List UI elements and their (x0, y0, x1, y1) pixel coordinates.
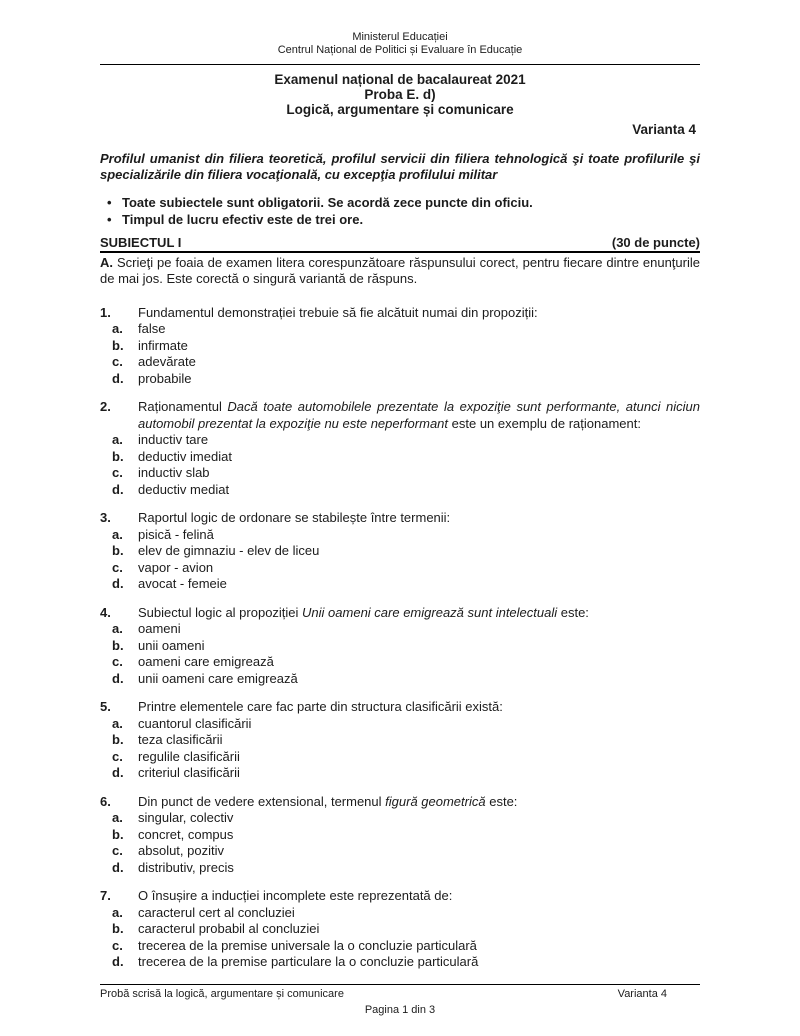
questions (100, 305, 700, 971)
option-text: adevărate (138, 354, 196, 369)
option-letter: c. (112, 843, 123, 858)
bullet-icon: • (107, 211, 112, 227)
variant-label: Varianta 4 (632, 122, 696, 137)
exam-title-block (100, 72, 700, 117)
exam-title: Examenul național de bacalaureat 2021 (274, 72, 526, 87)
option-text: inductiv slab (138, 465, 210, 480)
options (100, 432, 700, 498)
option-text: unii oameni care emigrează (138, 670, 298, 686)
option (100, 621, 700, 638)
section-a-text: Scrieţi pe foaia de examen litera corespunzătoare răspunsului corect, pentru fiecare dintre enunţurile de mai jos. Este corectă o singură variantă de răspuns. (100, 254, 700, 286)
option (100, 432, 700, 449)
option-text: elev de gimnaziu - elev de liceu (138, 543, 320, 558)
option-letter: b. (112, 921, 124, 936)
option (100, 671, 700, 688)
question-text-plain: O însușire a inducției incomplete este reprezentată de: (138, 888, 453, 903)
option-text: deductiv mediat (138, 481, 230, 497)
option (100, 810, 700, 827)
question-head (100, 605, 700, 622)
question-text (138, 305, 700, 322)
option (100, 749, 700, 766)
list-item (100, 211, 700, 228)
question-text-plain: Raportul logic de ordonare se stabilește între termenii: (138, 510, 451, 525)
subject-heading (100, 235, 700, 253)
instruction-text: Timpul de lucru efectiv este de trei ore. (122, 211, 364, 227)
footer-row (100, 984, 700, 1001)
option (100, 338, 700, 355)
option-letter: a. (112, 432, 123, 447)
option-text: singular, colectiv (138, 810, 234, 825)
options (100, 716, 700, 782)
option (100, 827, 700, 844)
option (100, 638, 700, 655)
profile-note: Profilul umanist din filiera teoretică, profilul servicii din filiera tehnologică şi toate profilurile şi specializările din filiera vocaţională, cu excepţia profilului militar (100, 150, 700, 182)
option-letter: b. (112, 826, 124, 842)
option-letter: b. (112, 732, 124, 747)
question-text-plain: Subiectul logic al propoziției (138, 604, 303, 620)
question-head (100, 699, 700, 716)
option-text: trecerea de la premise universale la o concluzie particulară (138, 937, 477, 953)
option (100, 543, 700, 560)
question-text-plain: Printre elementele care fac parte din structura clasificării există: (138, 699, 503, 714)
exam-proba: Proba E. d) (364, 87, 436, 102)
question-text (138, 699, 700, 716)
option-text: distributiv, precis (138, 859, 234, 875)
bullet-icon: • (107, 194, 112, 210)
question-text-italic: figură geometrică (385, 793, 486, 809)
option-letter: d. (112, 481, 124, 497)
option-letter: d. (112, 576, 124, 591)
question-number: 1. (100, 304, 111, 320)
option (100, 716, 700, 733)
question-head (100, 888, 700, 905)
question (100, 399, 700, 498)
question (100, 605, 700, 688)
ministry-name: Ministerul Educației (352, 31, 448, 43)
option (100, 482, 700, 499)
question-text-plain: Din punct de vedere extensional, termenul (138, 793, 386, 809)
question-number: 6. (100, 793, 111, 809)
document-content (100, 0, 700, 971)
option (100, 576, 700, 593)
question (100, 510, 700, 593)
option-letter: c. (112, 559, 123, 575)
option-text: cuantorul clasificării (138, 715, 252, 731)
question-text (138, 510, 700, 527)
question-text-plain: Fundamentul demonstrației trebuie să fie alcătuit numai din propoziții: (138, 304, 538, 320)
option-letter: a. (112, 810, 123, 825)
option-letter: b. (112, 337, 124, 353)
option-text: unii oameni (138, 637, 205, 653)
question-text-plain: este: (485, 793, 518, 809)
option-letter: a. (112, 526, 123, 542)
question-text-plain: este: (557, 604, 589, 620)
option-letter: a. (112, 621, 123, 636)
option-letter: d. (112, 954, 124, 969)
option-letter: a. (112, 904, 123, 920)
option (100, 654, 700, 671)
option-text: criteriul clasificării (138, 765, 240, 780)
option (100, 765, 700, 782)
question (100, 794, 700, 877)
option (100, 371, 700, 388)
question-text (138, 605, 700, 622)
question (100, 305, 700, 388)
question (100, 888, 700, 971)
option-text: pisică - felină (138, 526, 214, 542)
option-letter: b. (112, 543, 124, 558)
option-letter: a. (112, 321, 123, 336)
question-text-italic: Unii oameni care emigrează sunt intelectuali (302, 604, 558, 620)
question-number: 7. (100, 888, 111, 903)
options (100, 621, 700, 687)
instruction-text: Toate subiectele sunt obligatorii. Se acordă zece puncte din oficiu. (122, 194, 533, 210)
option-letter: c. (112, 654, 123, 669)
option-text: oameni care emigrează (138, 654, 274, 669)
list-item (100, 194, 700, 211)
subject-points: (30 de puncte) (611, 234, 700, 250)
option-letter: d. (112, 370, 124, 386)
option (100, 921, 700, 938)
option-letter: a. (112, 715, 123, 731)
option (100, 449, 700, 466)
question-text (138, 888, 700, 905)
option-text: avocat - femeie (138, 576, 227, 591)
center-name: Centrul Național de Politici și Evaluare în Educație (277, 44, 523, 56)
option-letter: c. (112, 937, 123, 953)
options (100, 527, 700, 593)
option-text: vapor - avion (138, 559, 214, 575)
option-text: teza clasificării (138, 732, 223, 747)
subject-title: SUBIECTUL I (100, 234, 182, 250)
question-text-plain: este un exemplu de raționament: (448, 415, 641, 431)
option-text: trecerea de la premise particulare la o concluzie particulară (138, 954, 479, 969)
option (100, 938, 700, 955)
exam-discipline: Logică, argumentare și comunicare (286, 102, 514, 117)
question-text (138, 794, 700, 811)
option (100, 860, 700, 877)
option (100, 905, 700, 922)
question-number: 5. (100, 699, 111, 714)
option-text: regulile clasificării (138, 748, 240, 764)
instructions-list (100, 194, 700, 228)
document-footer (100, 984, 700, 1017)
option (100, 527, 700, 544)
option-text: inductiv tare (138, 432, 209, 447)
question-text-italic: Dacă toate automobilele prezentate la expoziţie sunt performante, atunci niciun automobil prezentat la expoziţie nu este neperformant (138, 399, 700, 431)
option (100, 954, 700, 971)
question-text-plain: Raționamentul (138, 399, 228, 414)
question-number: 4. (100, 604, 111, 620)
footer-page-number: Pagina 1 din 3 (364, 1004, 436, 1016)
option-letter: d. (112, 670, 124, 686)
option-text: concret, compus (138, 826, 234, 842)
option (100, 732, 700, 749)
option-letter: c. (112, 465, 123, 480)
question-head (100, 794, 700, 811)
question-head (100, 305, 700, 322)
option (100, 465, 700, 482)
question-number: 3. (100, 510, 111, 525)
option (100, 321, 700, 338)
options (100, 905, 700, 971)
document-header (100, 31, 700, 65)
question-number: 2. (100, 399, 111, 414)
question-text (138, 399, 700, 432)
question-head (100, 510, 700, 527)
option (100, 560, 700, 577)
option-text: caracterul probabil al concluziei (138, 921, 320, 936)
question-head (100, 399, 700, 432)
option-letter: c. (112, 748, 123, 764)
option-text: false (138, 321, 166, 336)
section-a-label: A. (100, 254, 113, 270)
section-a-instructions (100, 255, 700, 288)
option-letter: b. (112, 448, 124, 464)
option-letter: b. (112, 637, 124, 653)
option (100, 354, 700, 371)
options (100, 810, 700, 876)
footer-exam-name: Probă scrisă la logică, argumentare și comunicare (100, 988, 344, 1000)
question (100, 699, 700, 782)
option-text: probabile (138, 370, 192, 386)
option-letter: c. (112, 354, 123, 369)
option-text: absolut, pozitiv (138, 843, 224, 858)
option-text: deductiv imediat (138, 448, 232, 464)
option-text: oameni (138, 621, 181, 636)
footer-variant: Varianta 4 (617, 988, 667, 1000)
option-letter: d. (112, 859, 124, 875)
option-letter: d. (112, 765, 124, 780)
option-text: infirmate (138, 337, 188, 353)
option-text: caracterul cert al concluziei (138, 904, 295, 920)
option (100, 843, 700, 860)
options (100, 321, 700, 387)
